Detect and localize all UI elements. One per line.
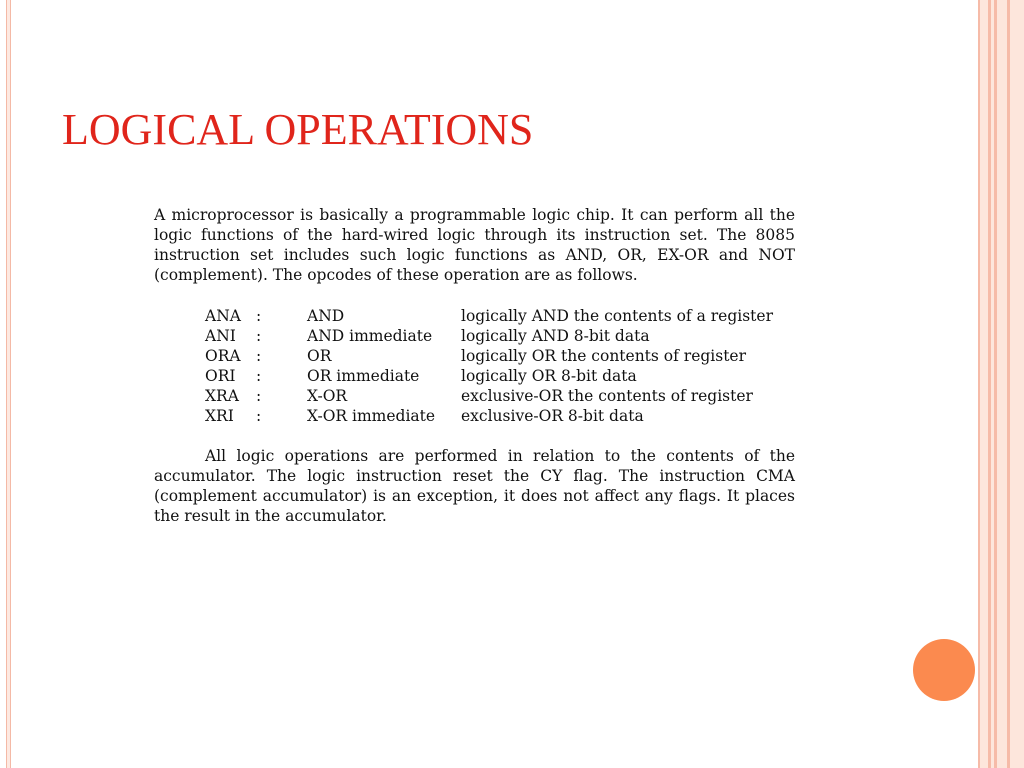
- description: logically AND the contents of a register: [461, 307, 773, 325]
- operation: AND immediate: [307, 327, 433, 345]
- right-decorative-stripes: [978, 0, 1024, 768]
- left-decorative-border: [6, 0, 11, 768]
- stripe: [980, 0, 988, 768]
- intro-paragraph: A microprocessor is basically a programmable logic chip. It can perform all the logic functions of the hard-wired logic through its instruction set. The 8085 instruction set includes such logic functions as AND, OR, EX-OR and NOT (complement). The opcodes of these operation are as follows.: [154, 206, 795, 284]
- mnemonic: XRI: [205, 407, 234, 425]
- description: logically AND 8-bit data: [461, 327, 650, 345]
- decorative-circle: [913, 639, 975, 701]
- separator: :: [256, 387, 262, 405]
- mnemonic: ORA: [205, 347, 241, 365]
- separator: :: [256, 407, 262, 425]
- description: exclusive-OR the contents of register: [461, 387, 753, 405]
- operation: X-OR immediate: [307, 407, 436, 425]
- separator: :: [256, 367, 262, 385]
- description: logically OR 8-bit data: [461, 367, 637, 385]
- mnemonic: XRA: [205, 387, 239, 405]
- description: logically OR the contents of register: [461, 347, 747, 365]
- mnemonic: ANI: [205, 327, 236, 345]
- operation: OR: [307, 347, 332, 365]
- mnemonic: ANA: [205, 307, 241, 325]
- separator: :: [256, 347, 262, 365]
- description: exclusive-OR 8-bit data: [461, 407, 644, 425]
- separator: :: [256, 327, 262, 345]
- conclusion-paragraph: All logic operations are performed in relation to the contents of the accumulator. The logic instruction reset the CY flag. The instruction CMA (complement accumulator) is an exception, it does not affect any flags. It places the result in the accumulator.: [154, 447, 795, 525]
- slide-title: LOGICAL OPERATIONS: [62, 105, 534, 154]
- operation: X-OR: [307, 387, 348, 405]
- operation: AND: [307, 307, 345, 325]
- stripe: [1010, 0, 1024, 768]
- mnemonic: ORI: [205, 367, 236, 385]
- stripe: [997, 0, 1007, 768]
- separator: :: [256, 307, 262, 325]
- operation: OR immediate: [307, 367, 420, 385]
